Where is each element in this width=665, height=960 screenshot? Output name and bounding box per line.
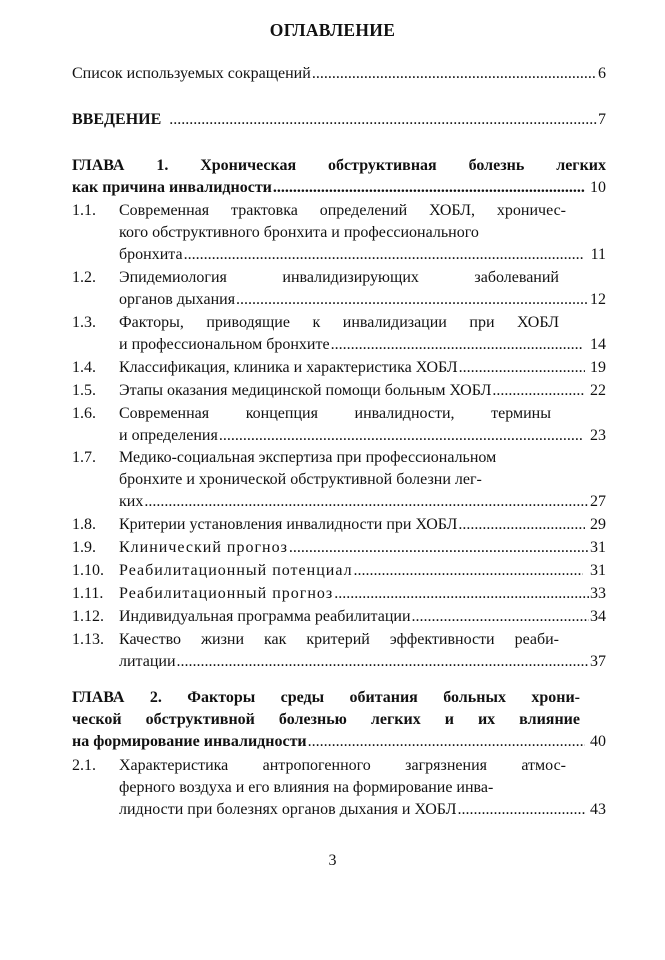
toc-page-number: 7 [598,111,606,128]
toc-section-1-12[interactable] [119,607,606,627]
leader-dots [177,652,589,672]
toc-page-number: 6 [598,65,606,82]
toc-section-1-7-line1[interactable]: Медико-социальная экспертиза при профессиональном [119,449,497,466]
toc-entry-text: Классификация, клиника и характеристика ХОБЛ [119,359,458,376]
toc-section-1-13-line1[interactable]: Качество жизни как критерий эффективности реаби- [119,631,559,648]
toc-chapter-1-line1[interactable]: ГЛАВА 1. Хроническая обструктивная болезнь легких [72,157,606,174]
toc-entry-text: ВВЕДЕНИЕ [72,111,162,128]
section-number: 1.9. [72,539,96,556]
section-number: 1.10. [72,562,104,579]
toc-page-number: 31 [590,539,606,556]
toc-page-number: 19 [590,359,606,376]
section-number: 1.13. [72,631,104,648]
toc-page-number: 14 [590,336,606,353]
leader-dots [219,426,583,446]
toc-section-2-1-line2[interactable]: ферного воздуха и его влияния на формирование инва- [119,779,494,796]
leader-dots [331,335,583,355]
section-number: 2.1. [72,757,96,774]
toc-page-number: 43 [590,801,606,818]
section-number: 1.2. [72,269,96,286]
toc-entry-text: органов дыхания [119,291,236,308]
toc-section-1-13[interactable] [119,652,606,672]
toc-entry-text: Этапы оказания медицинской помощи больным ХОБЛ [119,382,492,399]
section-number: 1.4. [72,359,96,376]
toc-page-number: 34 [590,608,606,625]
toc-chapter-2-line2[interactable]: ческой обструктивной болезнью легких и их влияние [72,711,580,728]
leader-dots [457,800,585,820]
toc-section-1-5[interactable] [119,381,606,401]
leader-dots [236,290,589,310]
toc-page-number: 31 [590,562,606,579]
leader-dots [412,607,589,627]
toc-page-number: 29 [590,516,606,533]
toc-page-number: 40 [590,733,606,750]
leader-dots [354,561,583,581]
toc-section-1-9[interactable] [119,538,606,558]
toc-page-number: 37 [590,653,606,670]
toc-page-number: 11 [590,246,606,263]
toc-heading: ОГЛАВЛЕНИЕ [269,20,396,40]
toc-section-1-7[interactable] [119,492,606,512]
toc-entry-abbreviations[interactable] [72,64,606,84]
toc-entry-text: как причина инвалидности [72,179,272,196]
toc-page-number: 33 [590,585,606,602]
section-number: 1.8. [72,516,96,533]
leader-dots [169,110,597,130]
toc-entry-text: бронхита [119,246,183,263]
toc-entry-text: и определения [119,427,218,444]
toc-page-number: 12 [590,291,606,308]
toc-section-1-2[interactable] [119,290,606,310]
toc-section-1-6-line1[interactable]: Современная концепция инвалидности, термины [119,405,551,422]
leader-dots [334,584,589,604]
toc-section-1-1-line2[interactable]: кого обструктивного бронхита и профессионального [119,224,479,241]
toc-section-1-7-line2[interactable]: бронхите и хронической обструктивной болезни лег- [119,471,482,488]
toc-entry-text: Реабилитационный потенциал [119,562,353,579]
toc-section-2-1-line1[interactable]: Характеристика антропогенного загрязнения атмос- [119,757,566,774]
toc-entry-text: на формирование инвалидности [72,733,307,750]
toc-entry-text: Индивидуальная программа реабилитации [119,608,411,625]
toc-chapter-2-line1[interactable]: ГЛАВА 2. Факторы среды обитания больных хрони- [72,689,580,706]
toc-entry-text: Критерии установления инвалидности при ХОБЛ [119,516,458,533]
toc-section-1-3-line1[interactable]: Факторы, приводящие к инвалидизации при ХОБЛ [119,314,559,331]
section-number: 1.3. [72,314,96,331]
toc-section-1-10[interactable] [119,561,606,581]
leader-dots [184,245,584,265]
toc-section-1-6[interactable] [119,426,606,446]
toc-entry-text: лидности при болезнях органов дыхания и ХОБЛ [119,801,457,818]
toc-section-1-2-line1[interactable]: Эпидемиология инвалидизирующих заболеваний [119,269,559,286]
section-number: 1.12. [72,608,104,625]
toc-page-number: 27 [590,493,606,510]
section-number: 1.5. [72,382,96,399]
toc-section-1-11[interactable] [119,584,606,604]
section-number: 1.11. [72,585,104,602]
leader-dots [492,381,585,401]
toc-entry-introduction[interactable] [72,110,606,130]
toc-entry-text: Клинический прогноз [119,539,288,556]
section-number: 1.7. [72,449,96,466]
section-number: 1.1. [72,202,96,219]
leader-dots [289,538,589,558]
section-number: 1.6. [72,405,96,422]
toc-section-1-1[interactable] [119,245,606,265]
leader-dots [312,64,597,84]
leader-dots [308,732,585,752]
toc-page-number: 22 [590,382,606,399]
toc-section-1-4[interactable] [119,358,606,378]
toc-entry-text: и профессиональном бронхите [119,336,330,353]
toc-chapter-1[interactable] [72,178,606,198]
toc-section-1-8[interactable] [119,515,606,535]
leader-dots [144,492,589,512]
page-number: 3 [328,852,337,869]
toc-page-number: 23 [590,427,606,444]
toc-section-1-3[interactable] [119,335,606,355]
leader-dots [273,178,585,198]
toc-entry-text: Список используемых сокращений [72,65,311,82]
toc-entry-text: Реабилитационный прогноз [119,585,334,602]
leader-dots [458,515,585,535]
toc-chapter-2[interactable] [72,732,606,752]
toc-section-1-1-line1[interactable]: Современная трактовка определений ХОБЛ, хроничес- [119,202,566,219]
leader-dots [459,358,585,378]
toc-section-2-1[interactable] [119,800,606,820]
toc-page-number: 10 [590,179,606,196]
toc-entry-text: ких [119,493,144,510]
toc-entry-text: литации [119,653,176,670]
